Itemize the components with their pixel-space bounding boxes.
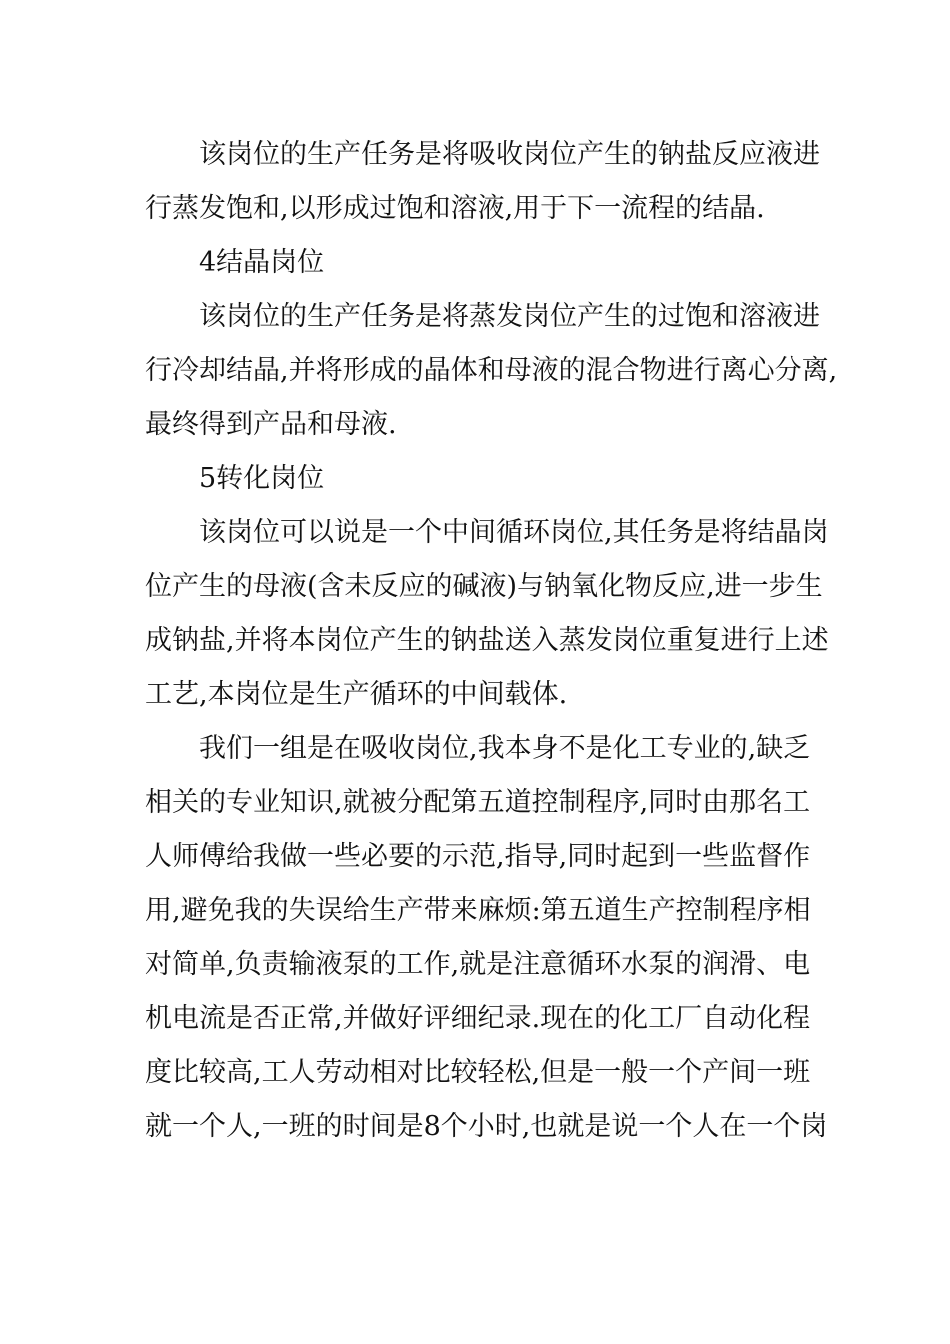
text-line: 人师傅给我做一些必要的示范,指导,同时起到一些监督作 (145, 841, 811, 872)
text-line: 就一个人,一班的时间是8个小时,也就是说一个人在一个岗 (145, 1111, 828, 1142)
text-line: 工艺,本岗位是生产循环的中间载体. (145, 679, 568, 710)
text-line: 该岗位可以说是一个中间循环岗位,其任务是将结晶岗 (199, 517, 829, 548)
text-line: 相关的专业知识,就被分配第五道控制程序,同时由那名工 (145, 787, 811, 818)
text-line: 行蒸发饱和,以形成过饱和溶液,用于下一流程的结晶. (145, 193, 765, 224)
text-line: 该岗位的生产任务是将蒸发岗位产生的过饱和溶液进 (199, 301, 820, 332)
text-line: 我们一组是在吸收岗位,我本身不是化工专业的,缺乏 (199, 733, 811, 764)
text-line: 该岗位的生产任务是将吸收岗位产生的钠盐反应液进 (199, 139, 820, 170)
text-line: 位产生的母液(含未反应的碱液)与钠氧化物反应,进一步生 (145, 571, 823, 602)
section-heading: 5转化岗位 (199, 463, 325, 494)
document-body (145, 128, 838, 1154)
text-line: 行冷却结晶,并将形成的晶体和母液的混合物进行离心分离, (145, 355, 838, 386)
section-heading: 4结晶岗位 (199, 247, 325, 278)
text-line: 机电流是否正常,并做好评细纪录.现在的化工厂自动化程 (145, 1003, 811, 1034)
text-line: 用,避免我的失误给生产带来麻烦:第五道生产控制程序相 (145, 895, 811, 926)
text-line: 对简单,负责输液泵的工作,就是注意循环水泵的润滑、电 (145, 949, 811, 980)
text-line: 成钠盐,并将本岗位产生的钠盐送入蒸发岗位重复进行上述 (145, 625, 829, 656)
text-line: 度比较高,工人劳动相对比较轻松,但是一般一个产间一班 (145, 1057, 811, 1088)
text-line: 最终得到产品和母液. (145, 409, 397, 440)
